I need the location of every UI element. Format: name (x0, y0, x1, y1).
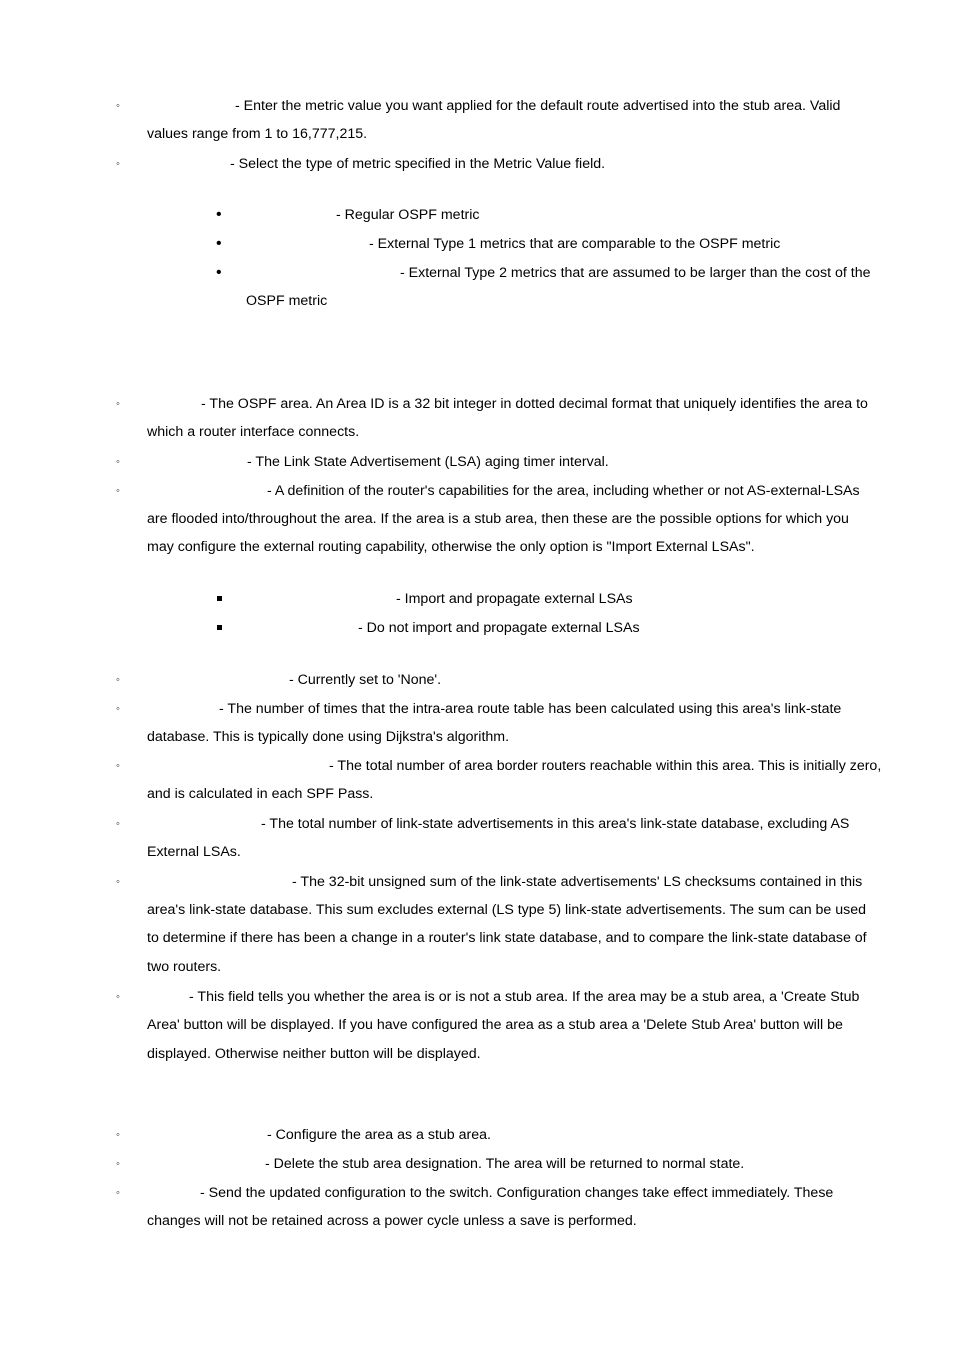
external-routing-text-1: - A definition of the router's capabilities for the area, including whether or not AS-external-LSAs (267, 483, 860, 499)
hollow-circle-bullet-icon: ◦ (116, 991, 120, 1003)
aging-interval-text: - The Link State Advertisement (LSA) aging timer interval. (247, 454, 609, 470)
abr-count-text-2: and is calculated in each SPF Pass. (147, 786, 374, 802)
area-id-text-2: which a router interface connects. (147, 424, 360, 440)
lsa-count-text-2: External LSAs. (147, 844, 241, 860)
external-routing-text-3: may configure the external routing capability, otherwise the only option is "Import External LSAs". (147, 539, 755, 555)
hollow-circle-bullet-icon: ◦ (116, 485, 120, 497)
stub-area-text-1: - This field tells you whether the area is or is not a stub area. If the area may be a stub area, a 'Create Stub (189, 989, 860, 1005)
metric-option-text-2: OSPF metric (246, 293, 328, 309)
disc-bullet-icon: • (216, 206, 222, 223)
hollow-circle-bullet-icon: ◦ (116, 876, 120, 888)
spf-runs-text-1: - The number of times that the intra-area route table has been calculated using this area's link-state (219, 701, 842, 717)
lsa-checksum-text-2: area's link-state database. This sum excludes external (LS type 5) link-state advertisements. The sum can be used (147, 902, 867, 918)
hollow-circle-bullet-icon: ◦ (116, 158, 120, 170)
square-bullet-icon (217, 625, 222, 630)
hollow-circle-bullet-icon: ◦ (116, 703, 120, 715)
hollow-circle-bullet-icon: ◦ (116, 760, 120, 772)
metric-value-text-2: values range from 1 to 16,777,215. (147, 126, 368, 142)
hollow-circle-bullet-icon: ◦ (116, 1187, 120, 1199)
metric-value-text-1: - Enter the metric value you want applied for the default route advertised into the stub area. Valid (235, 98, 841, 114)
external-routing-text-2: are flooded into/throughout the area. If the area is a stub area, then these are the possible options for which you (147, 511, 849, 527)
hollow-circle-bullet-icon: ◦ (116, 456, 120, 468)
hollow-circle-bullet-icon: ◦ (116, 100, 120, 112)
stub-area-text-3: displayed. Otherwise neither button will be displayed. (147, 1046, 481, 1062)
hollow-circle-bullet-icon: ◦ (116, 674, 120, 686)
hollow-circle-bullet-icon: ◦ (116, 1129, 120, 1141)
hollow-circle-bullet-icon: ◦ (116, 818, 120, 830)
disc-bullet-icon: • (216, 235, 222, 252)
disc-bullet-icon: • (216, 264, 222, 281)
abr-count-text-1: - The total number of area border routers reachable within this area. This is initially zero, (329, 758, 882, 774)
spf-runs-text-2: database. This is typically done using Dijkstra's algorithm. (147, 729, 510, 745)
external-option-text: - Import and propagate external LSAs (396, 591, 633, 607)
hollow-circle-bullet-icon: ◦ (116, 398, 120, 410)
square-bullet-icon (217, 596, 222, 601)
lsa-checksum-text-4: two routers. (147, 959, 222, 975)
authentication-text: - Currently set to 'None'. (289, 672, 442, 688)
area-id-text-1: - The OSPF area. An Area ID is a 32 bit integer in dotted decimal format that uniquely identifies the area to (201, 396, 868, 412)
external-option-text: - Do not import and propagate external LSAs (358, 620, 640, 636)
create-stub-text: - Configure the area as a stub area. (267, 1127, 491, 1143)
delete-stub-text: - Delete the stub area designation. The area will be returned to normal state. (265, 1156, 745, 1172)
metric-type-text: - Select the type of metric specified in the Metric Value field. (230, 156, 606, 172)
lsa-count-text-1: - The total number of link-state advertisements in this area's link-state database, excluding AS (261, 816, 850, 832)
metric-option-text: - External Type 1 metrics that are comparable to the OSPF metric (369, 236, 781, 252)
lsa-checksum-text-3: to determine if there has been a change in a router's link state database, and to compare the link-state database of (147, 930, 867, 946)
hollow-circle-bullet-icon: ◦ (116, 1158, 120, 1170)
stub-area-text-2: Area' button will be displayed. If you have configured the area as a stub area a 'Delete Stub Area' button will be (147, 1017, 843, 1033)
submit-text-2: changes will not be retained across a power cycle unless a save is performed. (147, 1213, 637, 1229)
submit-text-1: - Send the updated configuration to the switch. Configuration changes take effect immediately. These (200, 1185, 834, 1201)
lsa-checksum-text-1: - The 32-bit unsigned sum of the link-state advertisements' LS checksums contained in this (292, 874, 863, 890)
metric-option-text: - External Type 2 metrics that are assumed to be larger than the cost of the (400, 265, 871, 281)
metric-option-text: - Regular OSPF metric (336, 207, 480, 223)
